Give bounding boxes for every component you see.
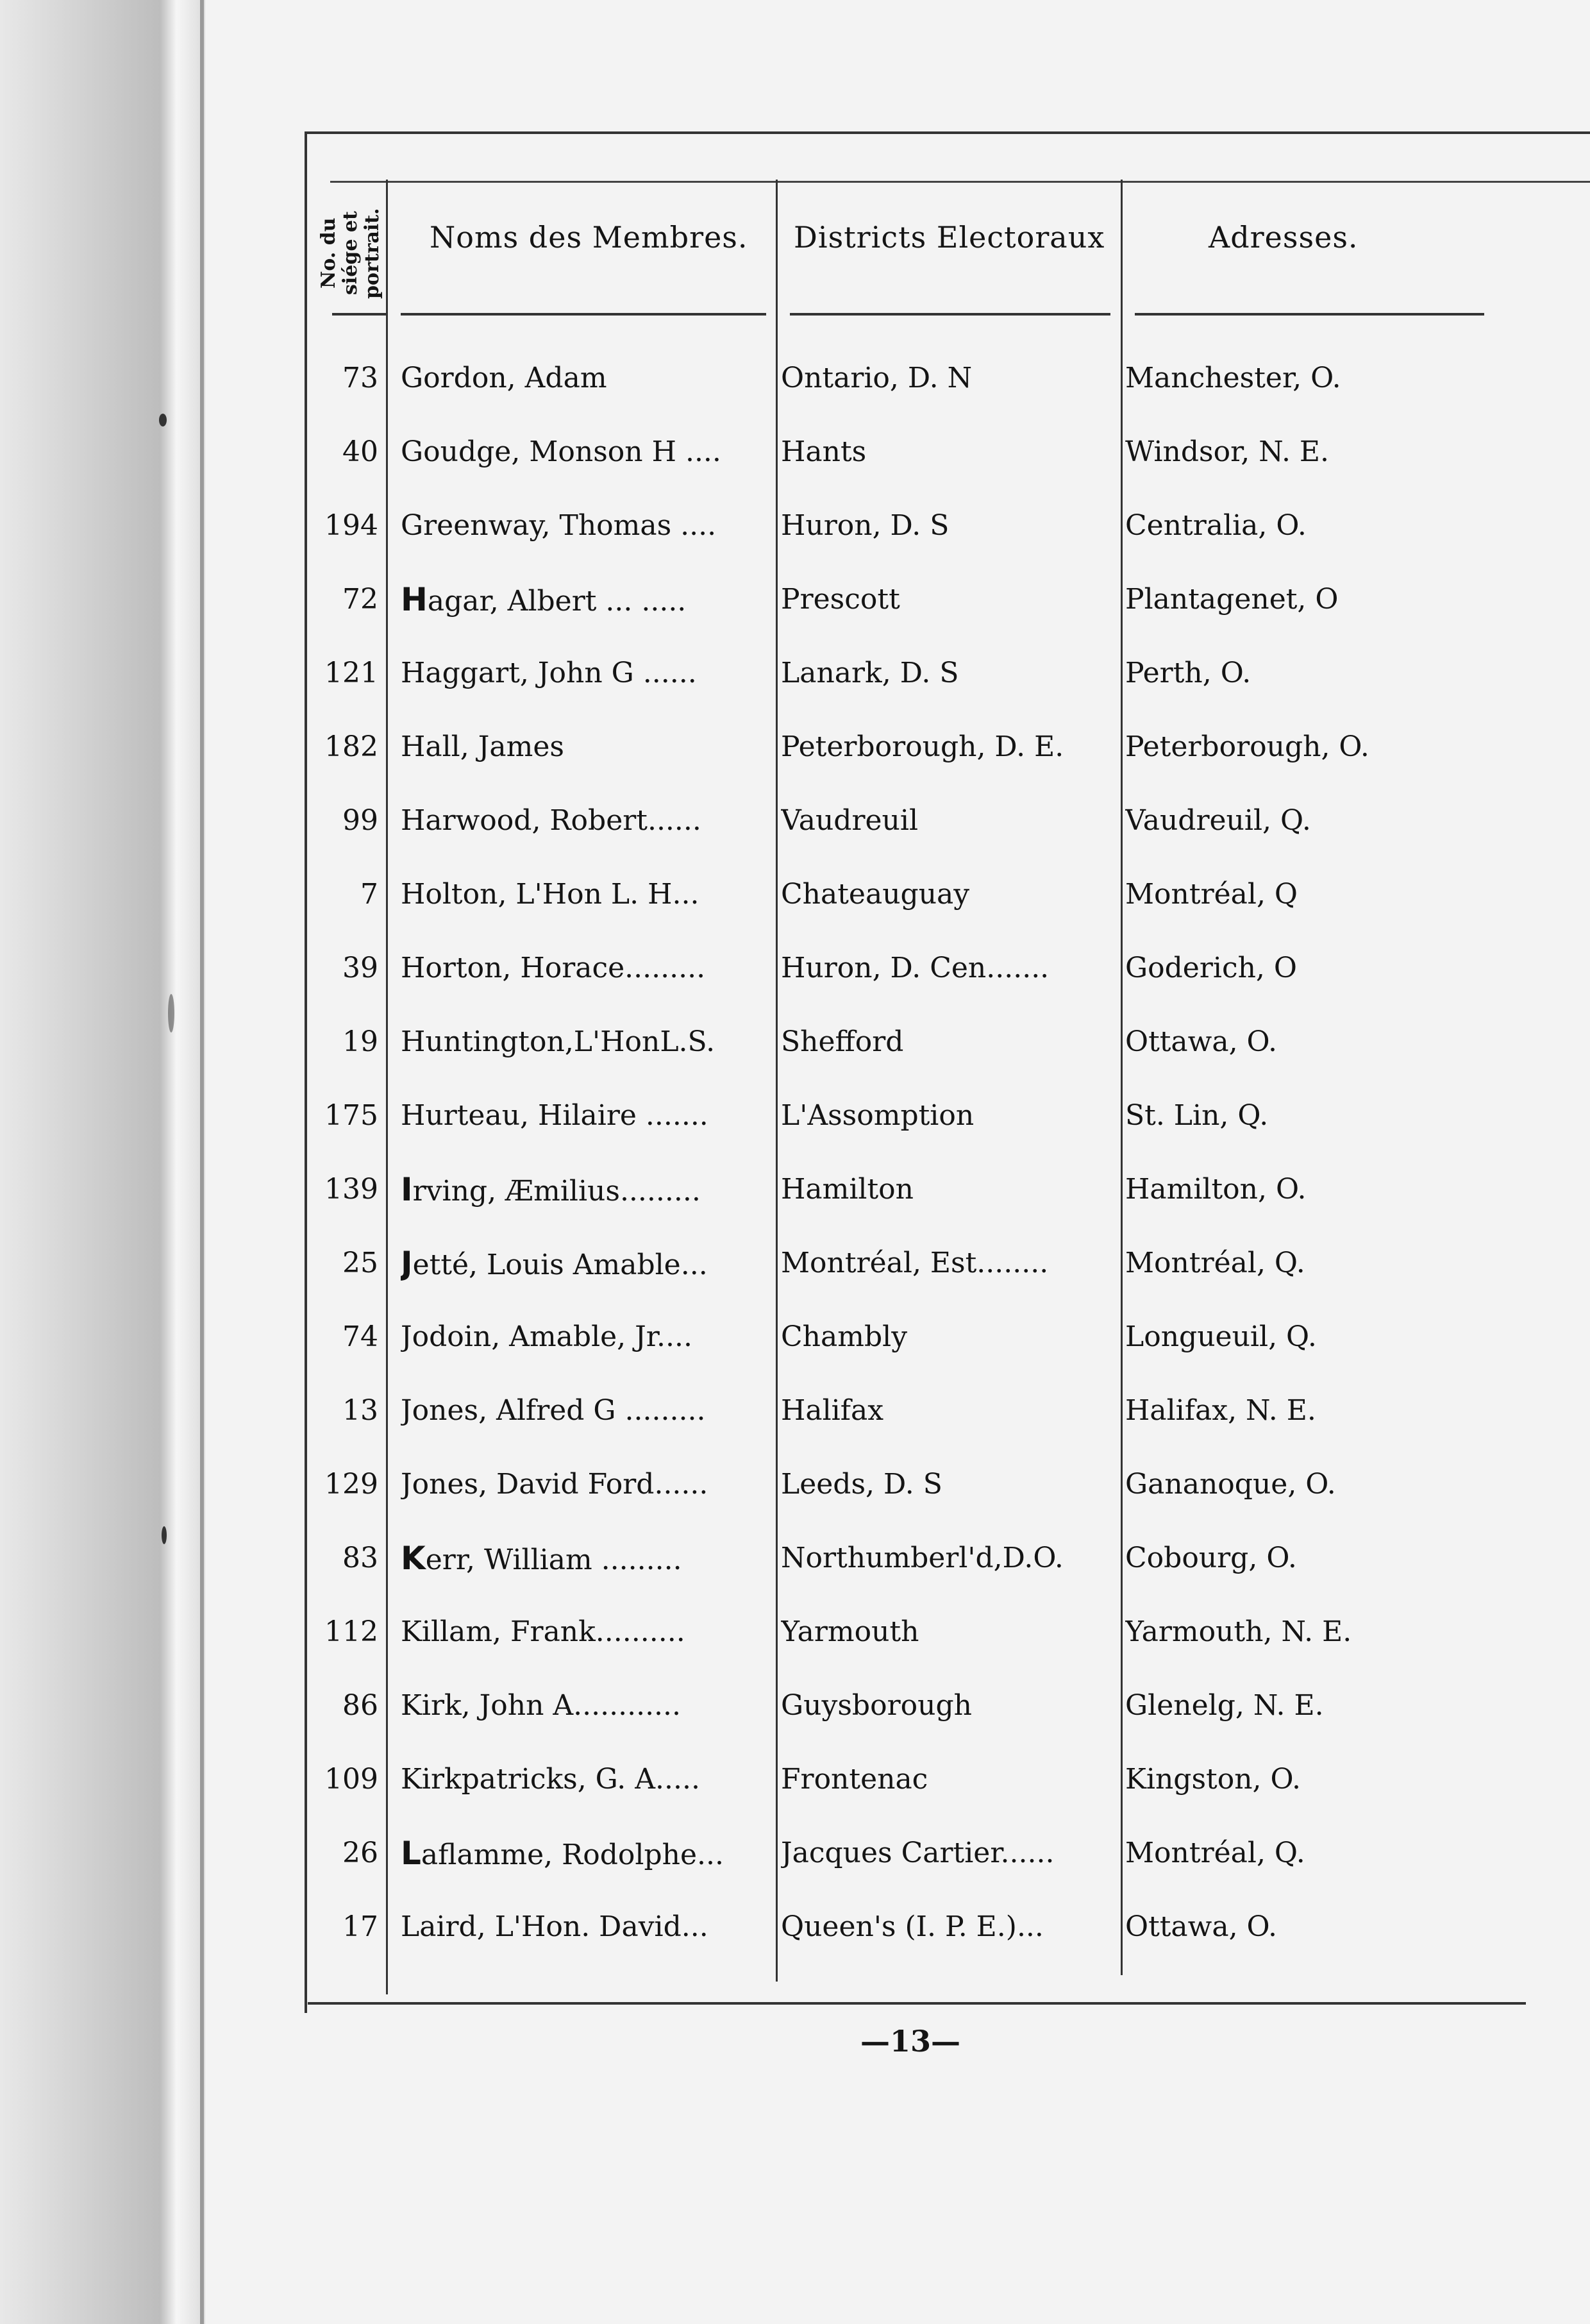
page-number: —13—: [860, 2024, 960, 2059]
district-text: Huron, D. Cen.......: [781, 952, 1050, 984]
member-address: Windsor, N. E.: [1125, 435, 1330, 468]
header-rule-address: [1135, 313, 1484, 316]
member-address: Longueuil, Q.: [1125, 1320, 1317, 1353]
electoral-district: [781, 1760, 1114, 1799]
table-row: [205, 1084, 1590, 1154]
member-name: [401, 1244, 773, 1284]
electoral-district: [781, 1170, 1114, 1209]
table-row: [205, 1379, 1590, 1449]
member-address: Cobourg, O.: [1125, 1542, 1297, 1574]
district-text: Hamilton: [781, 1173, 914, 1206]
member-address: Gananoque, O.: [1125, 1468, 1336, 1501]
member-address: Ottawa, O.: [1125, 1025, 1278, 1058]
member-name-text: aflamme, Rodolphe...: [421, 1839, 724, 1871]
district-text: Queen's (I. P. E.)...: [781, 1910, 1044, 1943]
seat-number: 83: [342, 1542, 378, 1574]
electoral-district: [781, 1687, 1114, 1725]
member-address: Plantagenet, O: [1125, 583, 1339, 616]
member-address: Yarmouth, N. E.: [1125, 1615, 1352, 1648]
member-address: Montréal, Q.: [1125, 1837, 1305, 1869]
section-initial: L: [401, 1835, 421, 1872]
table-row: [205, 1010, 1590, 1081]
electoral-district: [781, 1023, 1114, 1061]
header-address: Adresses.: [1209, 220, 1359, 255]
member-name: [401, 433, 773, 471]
seat-number: 182: [324, 730, 378, 763]
member-name: [401, 1539, 773, 1579]
district-text: Prescott: [781, 583, 900, 616]
member-name-text: Horton, Horace.........: [401, 952, 706, 984]
member-name: [401, 1392, 773, 1430]
member-name: [401, 802, 773, 840]
seat-number: 121: [324, 657, 378, 689]
member-name-text: Harwood, Robert......: [401, 804, 701, 837]
member-name-text: Jones, Alfred G .........: [401, 1394, 706, 1427]
member-name: [401, 1023, 773, 1061]
seat-number: 17: [342, 1910, 378, 1943]
seat-number: 175: [324, 1099, 378, 1132]
table-row: [205, 1674, 1590, 1744]
member-name: [401, 1465, 773, 1504]
member-address: Vaudreuil, Q.: [1125, 804, 1311, 837]
seat-number: 112: [324, 1615, 378, 1648]
table-row: [205, 346, 1590, 417]
electoral-district: [781, 1613, 1114, 1651]
member-name: [401, 949, 773, 988]
seat-number: 19: [342, 1025, 378, 1058]
section-initial: J: [401, 1245, 413, 1282]
member-name-text: agar, Albert ... .....: [427, 585, 687, 618]
district-text: Chambly: [781, 1320, 908, 1353]
member-name-text: Greenway, Thomas ....: [401, 509, 717, 542]
seat-number: 109: [324, 1763, 378, 1796]
district-text: Northumberl'd,D.O.: [781, 1542, 1064, 1574]
table-row: [205, 1821, 1590, 1892]
page-fold: [200, 0, 204, 2324]
table-row: [205, 789, 1590, 859]
member-name: [401, 1834, 773, 1874]
district-text: Jacques Cartier......: [781, 1837, 1055, 1869]
electoral-district: [781, 1244, 1114, 1283]
table-row: [205, 420, 1590, 491]
member-address: Glenelg, N. E.: [1125, 1689, 1324, 1722]
member-name-text: Kirkpatricks, G. A.....: [401, 1763, 700, 1796]
seat-number: 13: [342, 1394, 378, 1427]
table-row: [205, 494, 1590, 564]
paper-speck: [159, 414, 167, 426]
member-name-text: Jones, David Ford......: [401, 1468, 708, 1501]
document-page: [205, 0, 1590, 2324]
seat-number: 25: [342, 1247, 378, 1279]
electoral-district: [781, 1318, 1114, 1356]
electoral-district: [781, 654, 1114, 693]
member-name-text: Gordon, Adam: [401, 362, 607, 394]
district-text: Frontenac: [781, 1763, 928, 1796]
member-name-text: Huntington,L'HonL.S.: [401, 1025, 716, 1058]
district-text: L'Assomption: [781, 1099, 975, 1132]
member-name: [401, 1170, 773, 1211]
member-name: [401, 359, 773, 398]
seat-number: 194: [324, 509, 378, 542]
header-district: Districts Electoraux: [794, 220, 1105, 255]
district-text: Peterborough, D. E.: [781, 730, 1064, 763]
header-rule-name: [401, 313, 766, 316]
table-row: [205, 715, 1590, 786]
electoral-district: [781, 1908, 1114, 1946]
member-name: [401, 654, 773, 693]
seat-number: 129: [324, 1468, 378, 1501]
seat-number: 73: [342, 362, 378, 394]
member-name-text: Hall, James: [401, 730, 564, 763]
table-row: [205, 1600, 1590, 1671]
paper-speck: [168, 994, 174, 1032]
member-name: [401, 1908, 773, 1946]
district-text: Vaudreuil: [781, 804, 919, 837]
table-row: [205, 568, 1590, 638]
member-name-text: Haggart, John G ......: [401, 657, 697, 689]
member-name: [401, 1097, 773, 1135]
table-row: [205, 863, 1590, 933]
table-row: [205, 1453, 1590, 1523]
member-name-text: Hurteau, Hilaire .......: [401, 1099, 708, 1132]
member-address: Kingston, O.: [1125, 1763, 1301, 1796]
electoral-district: [781, 1392, 1114, 1430]
electoral-district: [781, 875, 1114, 914]
district-text: Lanark, D. S: [781, 657, 959, 689]
table-row: [205, 1158, 1590, 1228]
member-name: [401, 507, 773, 545]
header-name: Noms des Membres.: [430, 220, 748, 255]
seat-number: 86: [342, 1689, 378, 1722]
electoral-district: [781, 1465, 1114, 1504]
district-text: Ontario, D. N: [781, 362, 973, 394]
district-text: Halifax: [781, 1394, 884, 1427]
member-name: [401, 875, 773, 914]
paper-speck: [162, 1526, 167, 1544]
member-name: [401, 1760, 773, 1799]
electoral-district: [781, 1097, 1114, 1135]
member-address: Manchester, O.: [1125, 362, 1341, 394]
electoral-district: [781, 1539, 1114, 1578]
member-name-text: Goudge, Monson H ....: [401, 435, 721, 468]
member-name-text: Jodoin, Amable, Jr....: [401, 1320, 692, 1353]
electoral-district: [781, 949, 1114, 988]
member-name: [401, 1318, 773, 1356]
electoral-district: [781, 507, 1114, 545]
member-name-text: Kirk, John A............: [401, 1689, 682, 1722]
member-address: Montréal, Q: [1125, 878, 1298, 911]
table-row: [205, 1305, 1590, 1376]
electoral-district: [781, 433, 1114, 471]
district-text: Hants: [781, 435, 867, 468]
electoral-district: [781, 580, 1114, 619]
district-text: Guysborough: [781, 1689, 972, 1722]
book-binding: [0, 0, 205, 2324]
table-row: [205, 641, 1590, 712]
member-address: Hamilton, O.: [1125, 1173, 1307, 1206]
electoral-district: [781, 728, 1114, 766]
member-name-text: Killam, Frank..........: [401, 1615, 685, 1648]
section-initial: I: [401, 1171, 413, 1208]
member-name: [401, 1687, 773, 1725]
member-address: Perth, O.: [1125, 657, 1251, 689]
district-text: Huron, D. S: [781, 509, 950, 542]
district-text: Shefford: [781, 1025, 904, 1058]
member-address: Montréal, Q.: [1125, 1247, 1305, 1279]
header-top-rule: [330, 181, 1590, 183]
electoral-district: [781, 1834, 1114, 1873]
district-text: Chateauguay: [781, 878, 970, 911]
table-row: [205, 936, 1590, 1007]
seat-number: 39: [342, 952, 378, 984]
table-row: [205, 1231, 1590, 1302]
seat-number: 7: [360, 878, 378, 911]
electoral-district: [781, 359, 1114, 398]
district-text: Leeds, D. S: [781, 1468, 942, 1501]
seat-number: 72: [342, 583, 378, 616]
seat-number: 40: [342, 435, 378, 468]
member-address: St. Lin, Q.: [1125, 1099, 1269, 1132]
member-address: Centralia, O.: [1125, 509, 1307, 542]
table-row: [205, 1526, 1590, 1597]
table-row: [205, 1747, 1590, 1818]
member-address: Goderich, O: [1125, 952, 1297, 984]
seat-number: 139: [324, 1173, 378, 1206]
header-rule-district: [790, 313, 1110, 316]
member-address: Peterborough, O.: [1125, 730, 1369, 763]
member-name-text: err, William .........: [425, 1544, 682, 1576]
member-name: [401, 728, 773, 766]
member-address: Halifax, N. E.: [1125, 1394, 1316, 1427]
section-initial: K: [401, 1540, 426, 1577]
header-seat: No. du siége et portrait.: [317, 208, 383, 299]
seat-number: 99: [342, 804, 378, 837]
electoral-district: [781, 802, 1114, 840]
seat-number: 26: [342, 1837, 378, 1869]
section-initial: H: [401, 581, 428, 618]
member-name: [401, 580, 773, 621]
member-name-text: etté, Louis Amable...: [412, 1249, 708, 1281]
member-address: Ottawa, O.: [1125, 1910, 1278, 1943]
district-text: Montréal, Est........: [781, 1247, 1049, 1279]
member-name-text: Laird, L'Hon. David...: [401, 1910, 708, 1943]
member-name-text: rving, Æmilius.........: [412, 1175, 701, 1208]
table-row: [205, 1895, 1590, 1966]
district-text: Yarmouth: [781, 1615, 919, 1648]
member-name-text: Holton, L'Hon L. H...: [401, 878, 699, 911]
member-name: [401, 1613, 773, 1651]
table-bottom-rule: [308, 2002, 1526, 2005]
seat-number: 74: [342, 1320, 378, 1353]
